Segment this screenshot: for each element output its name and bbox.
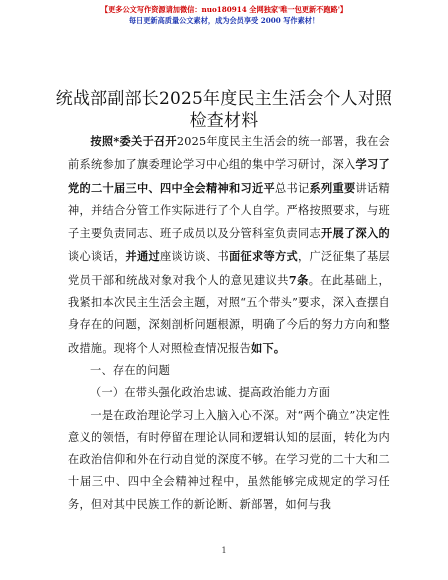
- intro-text-run: 2025年度民主生活会的统一部署，我在会前系统参加了旗委理论学习中心组的集中学习研讨，深入: [68, 135, 390, 172]
- intro-text-run: 总书记: [275, 181, 310, 195]
- intro-text-run: 并通过: [125, 249, 160, 264]
- document-body: [68, 130, 390, 516]
- intro-text-run: 如下。: [251, 340, 286, 355]
- promo-banner-line-1: 【更多公文写作资源请加微信：nuo180914 全网独家'唯一包更新不跑路'】: [100, 5, 348, 14]
- intro-text-run: 系列重要: [309, 180, 356, 195]
- intro-text-run: 。在此基础上，我紧扣本次民主生活会主题，对照“五个带头”要求，深入查摆自身存在的问题，深刻剖析问题根源，明确了今后的努力方向和整改措施。现将个人对照检查情况报告: [68, 273, 390, 355]
- intro-text-run: 谈心谈话，: [68, 250, 126, 264]
- section-heading: 一、存在的问题: [90, 363, 171, 377]
- intro-text-run: 按照*委关于召开: [90, 134, 177, 148]
- intro-text-run: 学习了党的二十届三中、四中全会精神和习近平: [68, 157, 390, 195]
- intro-paragraph: [68, 130, 390, 360]
- intro-text-run: 座谈访谈、书: [160, 250, 229, 264]
- intro-text-run: ，广泛征集了基层党员干部和统战对象对我个人的意见建议共: [68, 250, 390, 287]
- intro-text-run: 开展了深入的: [321, 226, 390, 241]
- promo-banner-line-2: 每日更新高质量公文素材，成为会员享受 2000 写作素材！: [128, 16, 320, 25]
- subsection-heading: （一）在带头强化政治忠诚、提高政治能力方面: [90, 386, 331, 400]
- intro-text-run: 面征求等方式: [229, 249, 298, 264]
- document-title: 统战部副部长2025年度民主生活会个人对照检查材料: [55, 89, 393, 131]
- page-number: 1: [221, 546, 227, 555]
- intro-text-run: 7条: [288, 272, 309, 287]
- intro-text-run: 讲话精神，并结合分管工作实际进行了个人自学。严格按照要求，与班子主要负责同志、班子成员以及分管科室负责同志: [68, 181, 390, 241]
- problem-paragraph: 一是在政治理论学习上入脑入心不深。对“两个确立”决定性意义的领悟，有时停留在理论认同和逻辑认知的层面，转化为内在政治信仰和外在行动自觉的深度不够。在学习党的二十大和二十届三中、四中全会精神过程中，虽然能够完成规定的学习任务，但对其中民族工作的新论断、新部署，如何与我: [68, 408, 390, 511]
